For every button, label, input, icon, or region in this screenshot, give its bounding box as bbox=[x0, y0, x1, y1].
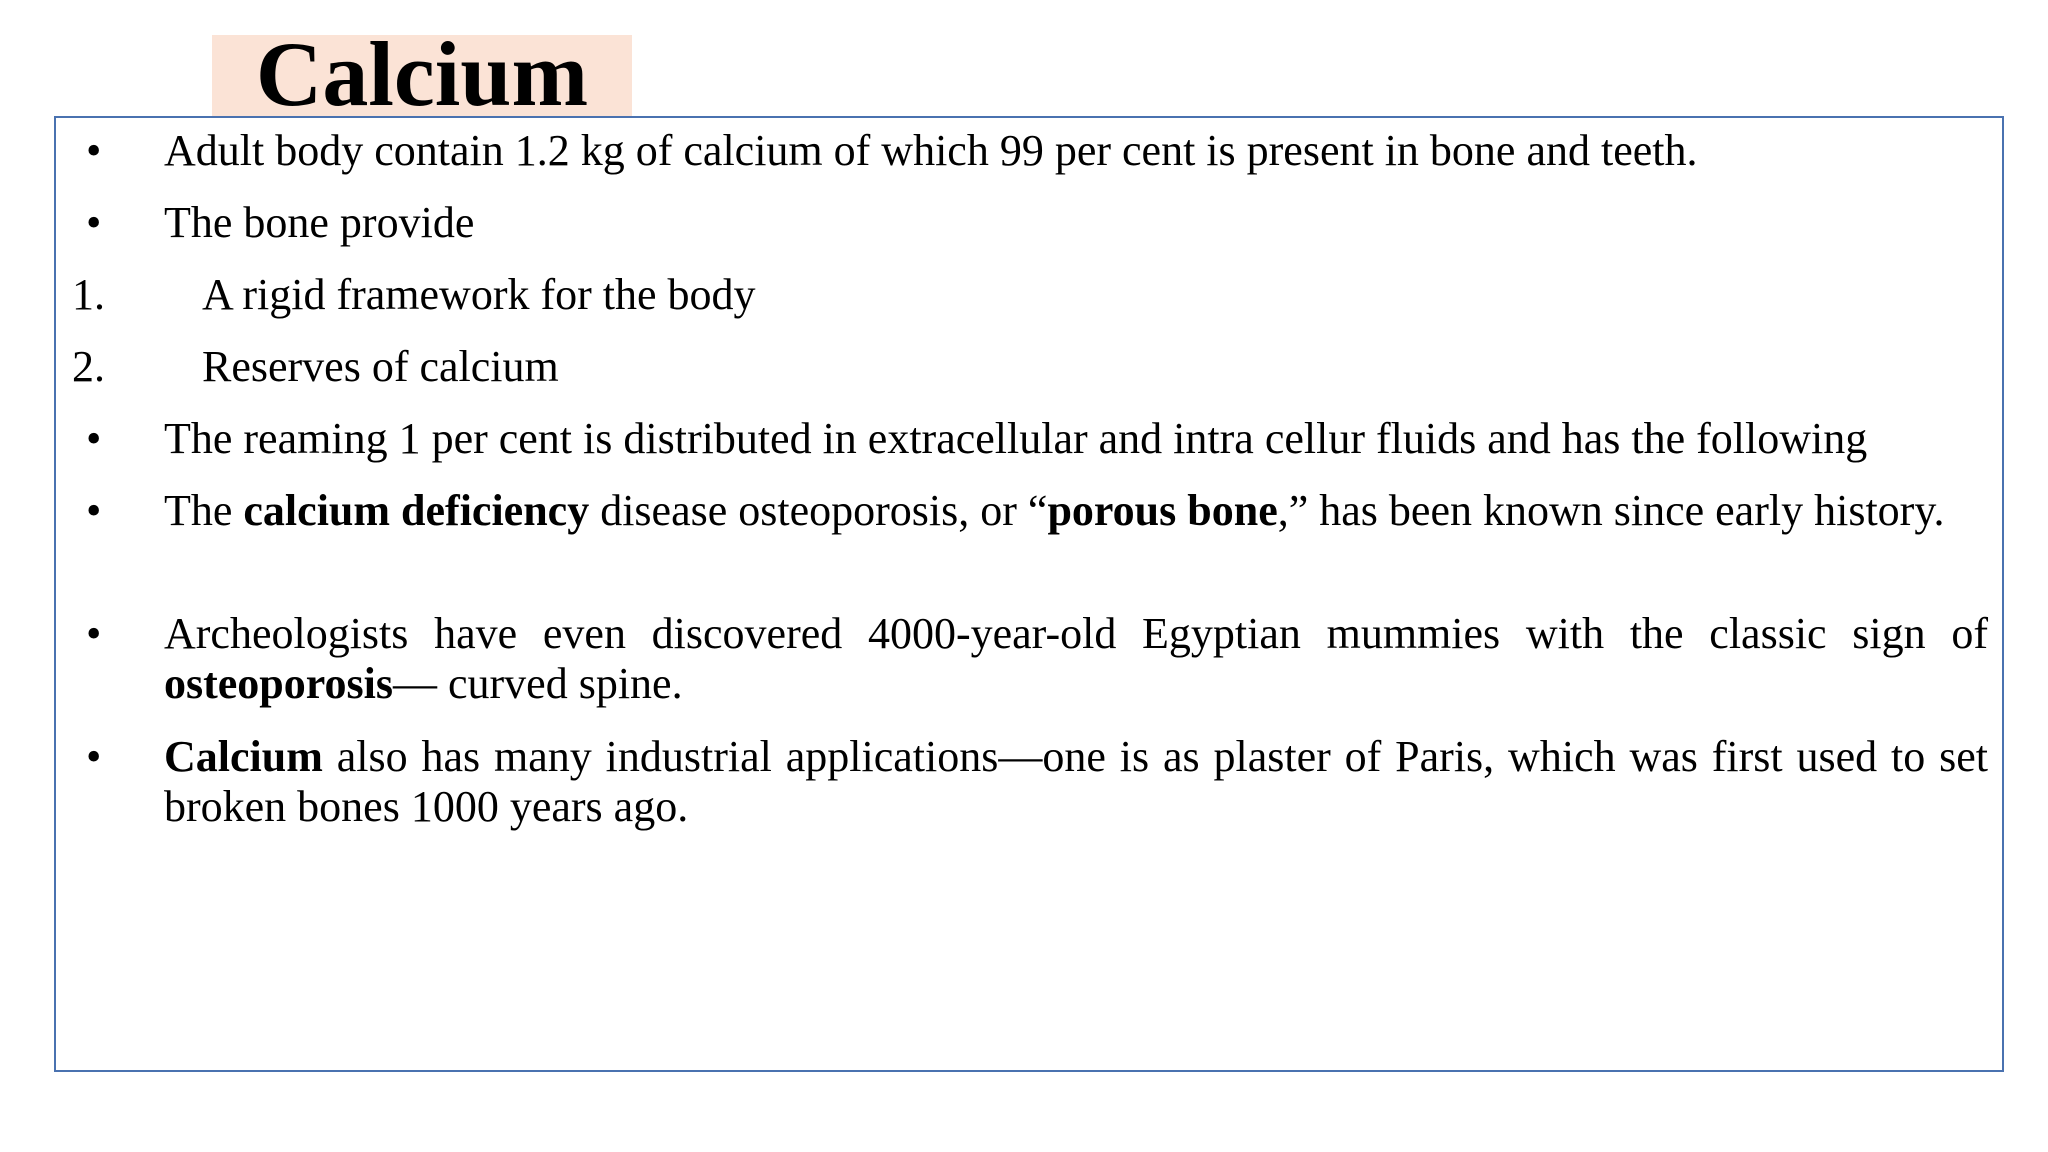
bullet-item bbox=[72, 486, 1988, 536]
text-run: Archeologists have even discovered 4000-year-old Egyptian mummies with the classic sign of bbox=[164, 609, 1988, 658]
slide-title: Calcium bbox=[255, 23, 589, 125]
number-marker: 1. bbox=[72, 270, 105, 319]
text-run: disease osteoporosis, or “ bbox=[589, 486, 1048, 535]
numbered-item bbox=[72, 270, 1988, 320]
bullet-item bbox=[72, 732, 1988, 832]
bullet-item bbox=[72, 126, 1988, 176]
bullet-text: Adult body contain 1.2 kg of calcium of which 99 per cent is present in bone and teeth. bbox=[164, 126, 1698, 175]
text-run: also has many industrial applications—one is as plaster of Paris, which was first used to set broken bones 1000 years ago. bbox=[164, 732, 1988, 831]
bold-term: Calcium bbox=[164, 732, 323, 781]
bullet-marker: • bbox=[86, 126, 102, 175]
text-run: The bbox=[164, 486, 244, 535]
bullet-marker: • bbox=[86, 486, 102, 535]
numbered-text: Reserves of calcium bbox=[202, 342, 559, 391]
bold-term: calcium deficiency bbox=[243, 486, 590, 535]
text-run: — curved spine. bbox=[392, 659, 683, 708]
numbered-item bbox=[72, 342, 1988, 392]
bullet-text bbox=[164, 609, 1988, 709]
bullet-text bbox=[164, 486, 1988, 536]
number-marker: 2. bbox=[72, 342, 105, 391]
numbered-text: A rigid framework for the body bbox=[202, 270, 756, 319]
bullet-item bbox=[72, 609, 1988, 709]
bullet-marker: • bbox=[86, 198, 102, 247]
bullet-text: The bone provide bbox=[164, 198, 475, 247]
bullet-item bbox=[72, 198, 1988, 248]
text-run: ,” has been known since early history. bbox=[1277, 486, 1945, 535]
bullet-item bbox=[72, 414, 1988, 464]
bullet-marker: • bbox=[86, 732, 102, 781]
bullet-text: The reaming 1 per cent is distributed in extracellular and intra cellur fluids and has the following bbox=[164, 414, 1868, 463]
content-box bbox=[54, 116, 2004, 1072]
bullet-text bbox=[164, 732, 1988, 832]
bullet-marker: • bbox=[86, 609, 102, 658]
bullet-marker: • bbox=[86, 414, 102, 463]
bold-term: porous bone bbox=[1047, 486, 1278, 535]
bold-term: osteoporosis bbox=[164, 659, 393, 708]
